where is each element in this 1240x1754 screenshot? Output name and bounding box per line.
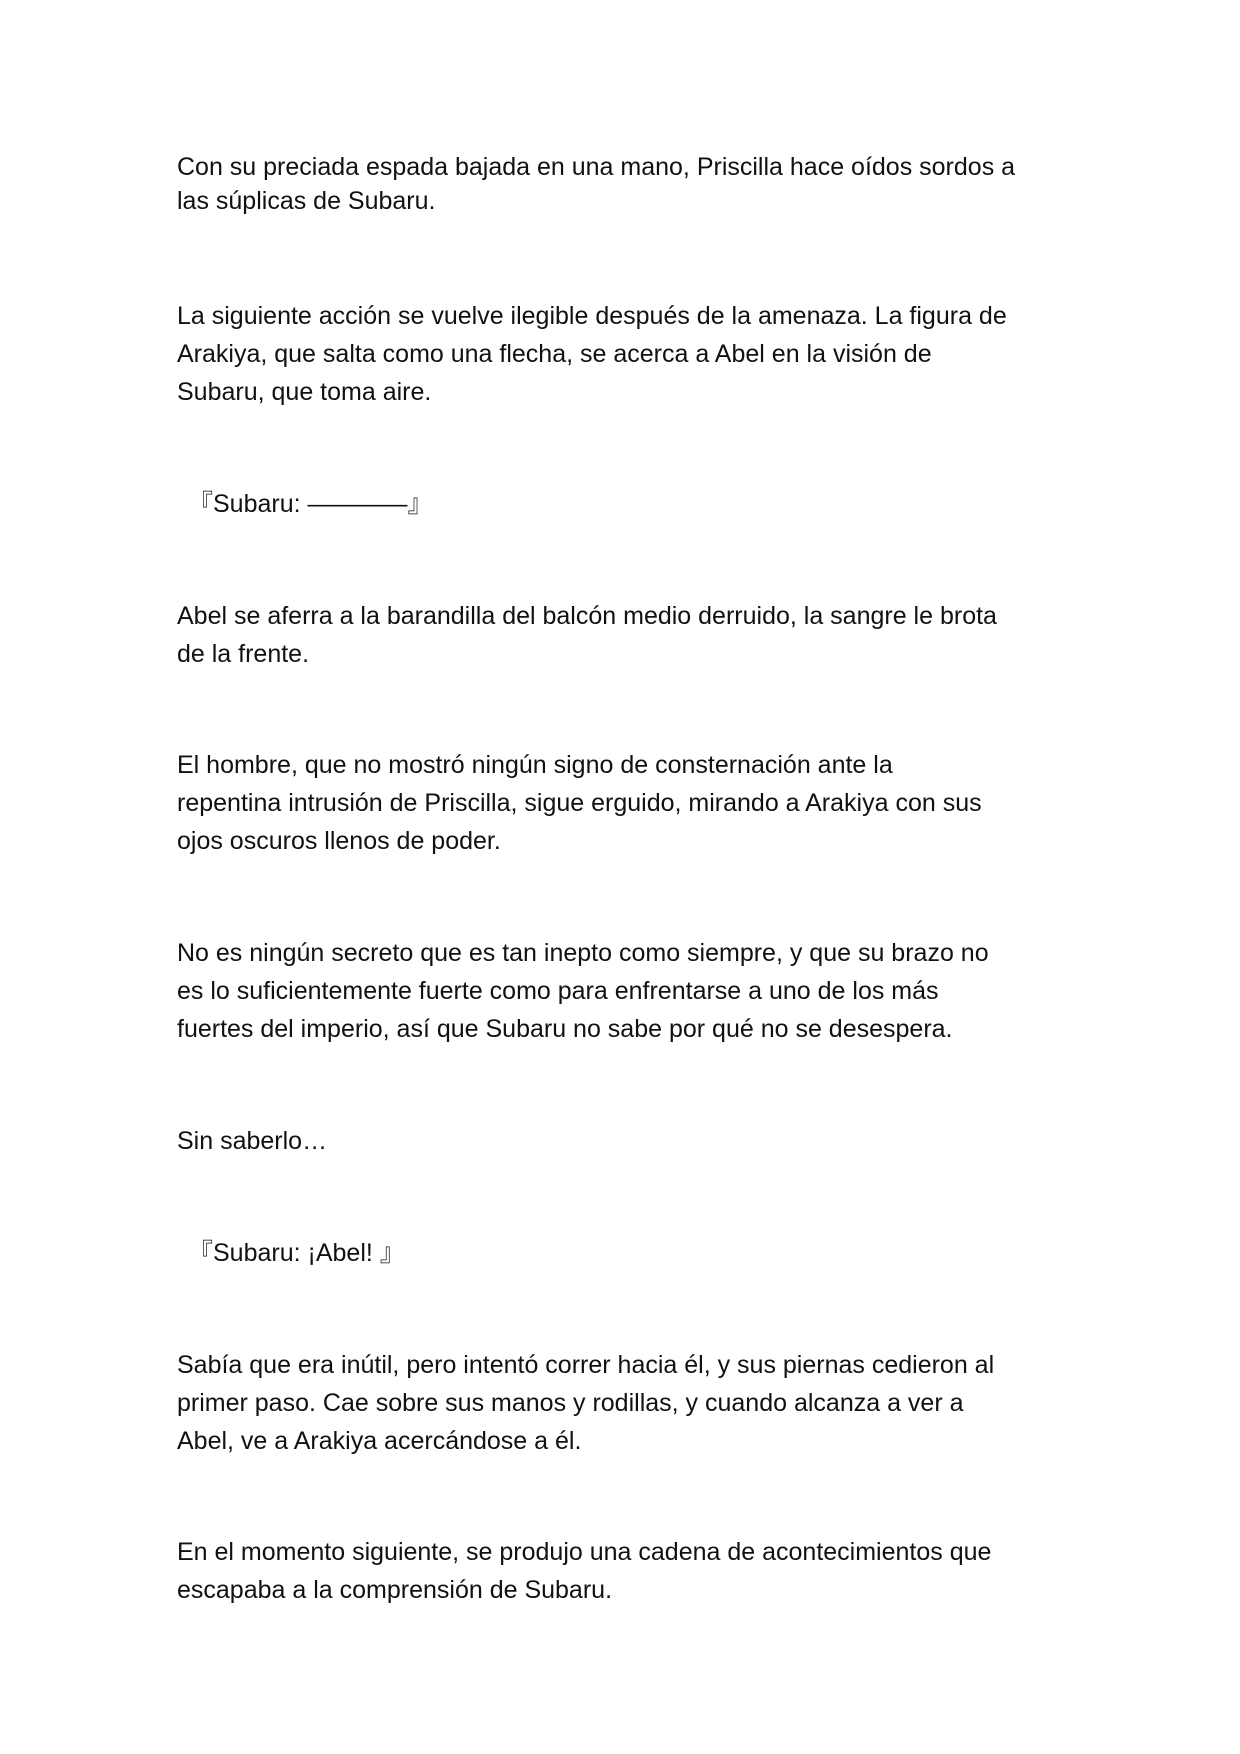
paragraph-2-line-3: Subaru, que toma aire.	[177, 378, 432, 406]
paragraph-9-line-1: Sabía que era inútil, pero intentó correr hacia él, y sus piernas cedieron al	[177, 1351, 995, 1379]
paragraph-1-line-2: las súplicas de Subaru.	[177, 187, 436, 215]
paragraph-4-line-1: Abel se aferra a la barandilla del balcón medio derruido, la sangre le brota	[177, 602, 997, 630]
paragraph-5-line-1: El hombre, que no mostró ningún signo de consternación ante la	[177, 751, 893, 779]
paragraph-6-line-2: es lo suficientemente fuerte como para enfrentarse a uno de los más	[177, 977, 939, 1005]
paragraph-2-line-1: La siguiente acción se vuelve ilegible después de la amenaza. La figura de	[177, 302, 1007, 330]
paragraph-6-line-1: No es ningún secreto que es tan inepto como siempre, y que su brazo no	[177, 939, 989, 967]
dialogue-subaru-1: 『Subaru: ————』	[188, 490, 433, 518]
paragraph-7-line-1: Sin saberlo…	[177, 1127, 328, 1155]
dialogue-subaru-2: 『Subaru: ¡Abel! 』	[188, 1239, 405, 1267]
paragraph-2-line-2: Arakiya, que salta como una flecha, se acerca a Abel en la visión de	[177, 340, 932, 368]
paragraph-4-line-2: de la frente.	[177, 640, 310, 668]
paragraph-1-line-1: Con su preciada espada bajada en una mano, Priscilla hace oídos sordos a	[177, 153, 1016, 181]
paragraph-10-line-2: escapaba a la comprensión de Subaru.	[177, 1576, 613, 1604]
paragraph-9-line-3: Abel, ve a Arakiya acercándose a él.	[177, 1427, 582, 1455]
paragraph-5-line-2: repentina intrusión de Priscilla, sigue erguido, mirando a Arakiya con sus	[177, 789, 982, 817]
paragraph-9-line-2: primer paso. Cae sobre sus manos y rodillas, y cuando alcanza a ver a	[177, 1389, 964, 1417]
paragraph-6-line-3: fuertes del imperio, así que Subaru no sabe por qué no se desespera.	[177, 1015, 953, 1043]
paragraph-10-line-1: En el momento siguiente, se produjo una cadena de acontecimientos que	[177, 1538, 992, 1566]
paragraph-5-line-3: ojos oscuros llenos de poder.	[177, 827, 501, 855]
